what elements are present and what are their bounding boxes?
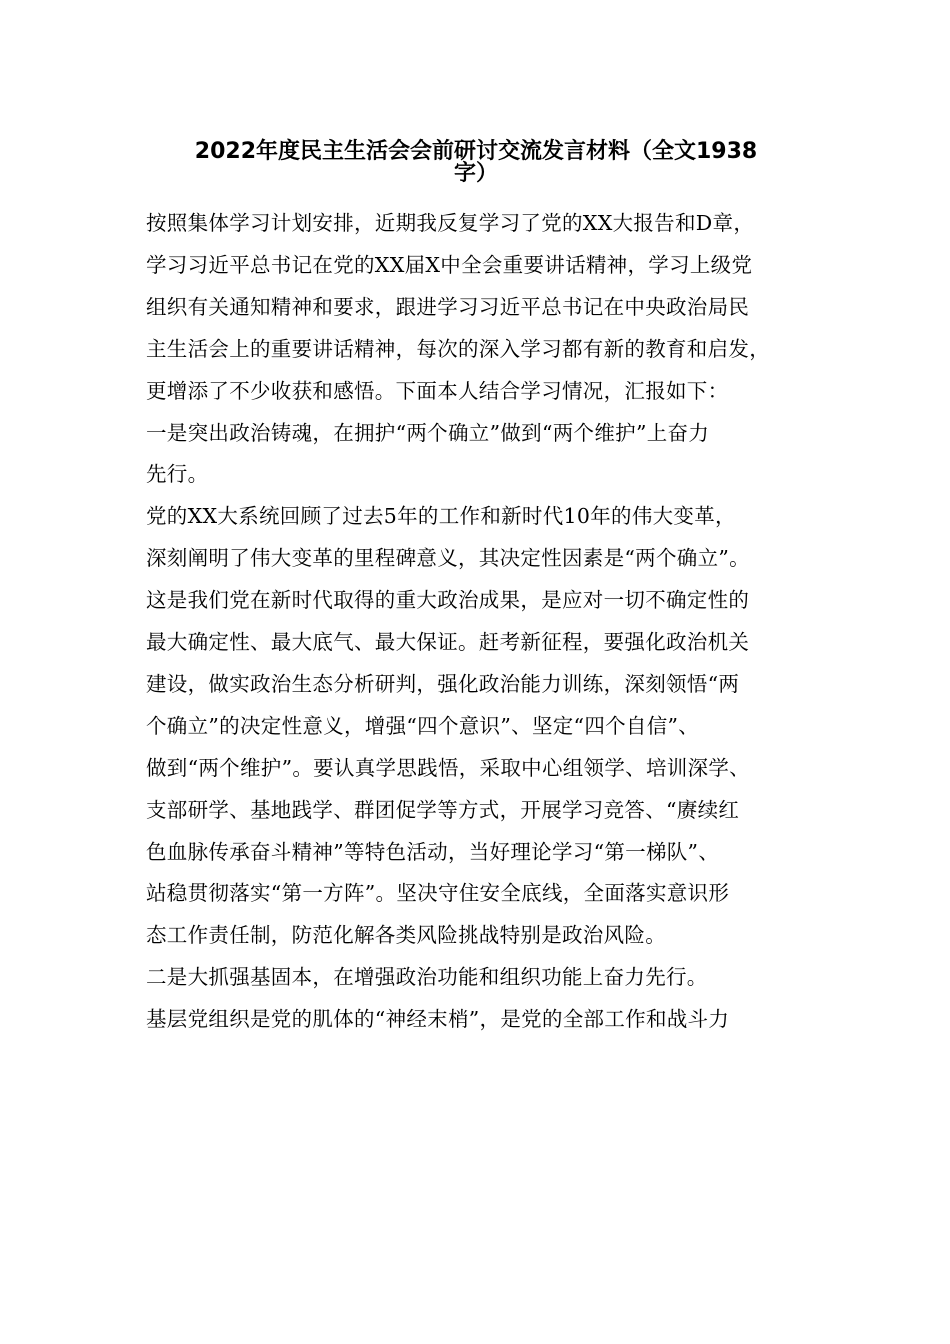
body-line: 这是我们党在新时代取得的重大政治成果，是应对一切不确定性的 xyxy=(146,588,750,613)
body-line: 一是突出政治铸魂，在拥护“两个确立”做到“两个维护”上奋力 xyxy=(146,420,710,445)
body-line: 基层党组织是党的肌体的“神经末梢”，是党的全部工作和战斗力 xyxy=(146,1007,730,1032)
body-line: 二是大抓强基固本，在增强政治功能和组织功能上奋力先行。 xyxy=(146,965,708,990)
body-line: 最大确定性、最大底气、最大保证。赶考新征程，要强化政治机关 xyxy=(146,630,750,654)
body-line: 态工作责任制，防范化解各类风险挑战特别是政治风险。 xyxy=(146,923,666,948)
body-line: 站稳贯彻落实“第一方阵”。坚决守住安全底线，全面落实意识形 xyxy=(146,881,730,906)
body-line: 支部研学、基地践学、群团促学等方式，开展学习竞答、“赓续红 xyxy=(146,797,740,822)
body-line: 主生活会上的重要讲话精神，每次的深入学习都有新的教育和启发， xyxy=(146,336,770,361)
body-line: 建设，做实政治生态分析研判，强化政治能力训练，深刻领悟“两 xyxy=(146,671,740,696)
body-line: 个确立”的决定性意义，增强“四个意识”、坚定“四个自信”、 xyxy=(146,713,700,738)
body-line: 色血脉传承奋斗精神”等特色活动，当好理论学习“第一梯队”、 xyxy=(146,839,720,864)
document-title-line-2: 字） xyxy=(453,161,498,186)
body-line: 深刻阐明了伟大变革的里程碑意义，其决定性因素是“两个确立”。 xyxy=(146,546,750,571)
body-line: 按照集体学习计划安排，近期我反复学习了党的XX大报告和D章， xyxy=(146,211,755,235)
body-line: 做到“两个维护”。要认真学思践悟，采取中心组领学、培训深学、 xyxy=(146,755,750,780)
body-line: 更增添了不少收获和感悟。下面本人结合学习情况，汇报如下： xyxy=(146,378,729,403)
body-line: 先行。 xyxy=(146,462,209,487)
body-line: 学习习近平总书记在党的XX届X中全会重要讲话精神，学习上级党 xyxy=(146,252,753,277)
body-line: 组织有关通知精神和要求，跟进学习习近平总书记在中央政治局民 xyxy=(146,294,750,319)
document-title-line-1: 2022年度民主生活会会前研讨交流发言材料（全文1938 xyxy=(194,139,758,164)
body-line: 党的XX大系统回顾了过去5年的工作和新时代10年的伟大变革， xyxy=(146,504,736,529)
